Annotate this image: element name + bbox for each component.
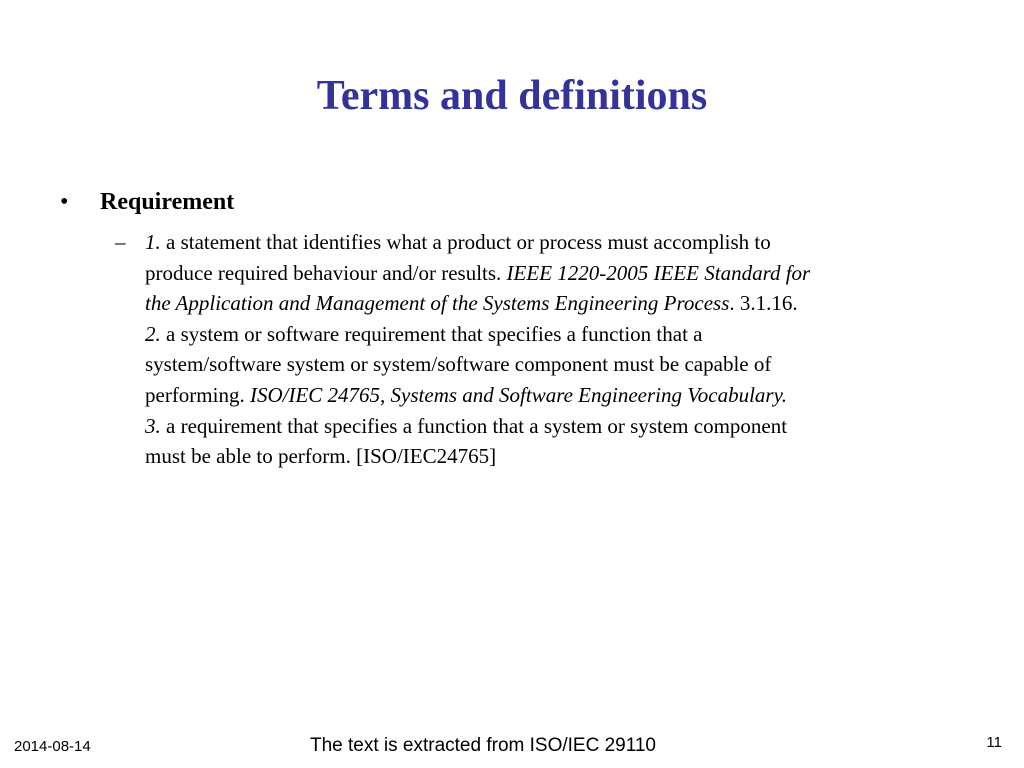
definition-line-2 (145, 258, 965, 289)
definition-text-1: a statement that identifies what a product or process must accomplish to (160, 230, 771, 254)
definition-text-7: a requirement that specifies a function that a system or system component (160, 413, 788, 438)
definition-text (145, 227, 965, 472)
definition-number-3: 3. (145, 413, 161, 438)
reference-ieee-2: the Application and Management of the Systems Engineering Process (145, 291, 730, 316)
sub-bullet-dash: – (115, 230, 126, 254)
definition-text-8: must be able to perform. [ISO/IEC24765] (145, 444, 497, 469)
definition-line-6 (145, 380, 965, 411)
definition-number-1: 1. (145, 230, 161, 254)
bullet-heading: Requirement (100, 189, 235, 215)
definition-text-4: a system or software requirement that specifies a function that a (160, 321, 703, 346)
footer-source: The text is extracted from ISO/IEC 29110 (309, 735, 657, 756)
definition-text-5: system/software system or system/software component must be capable of (145, 352, 772, 377)
reference-ieee-1: IEEE 1220-2005 IEEE Standard for (506, 260, 811, 285)
definition-text-2: produce required behaviour and/or results. (145, 260, 507, 285)
definition-line-8 (145, 441, 965, 472)
footer-date: 2014-08-14 (14, 738, 91, 755)
definition-text-6: performing. (145, 382, 250, 407)
definition-line-3 (145, 288, 965, 319)
definition-line-5 (145, 349, 965, 380)
slide-title: Terms and definitions (316, 73, 708, 119)
definition-number-2: 2. (145, 321, 161, 346)
definition-line-4 (145, 319, 965, 350)
bullet-marker: • (60, 189, 69, 215)
reference-iso-24765: ISO/IEC 24765, Systems and Software Engineering Vocabulary. (249, 382, 787, 407)
definition-text-3: . 3.1.16. (729, 291, 798, 316)
definition-line-7 (145, 411, 965, 442)
definition-line-1 (145, 227, 965, 258)
page-number: 11 (986, 734, 1002, 751)
